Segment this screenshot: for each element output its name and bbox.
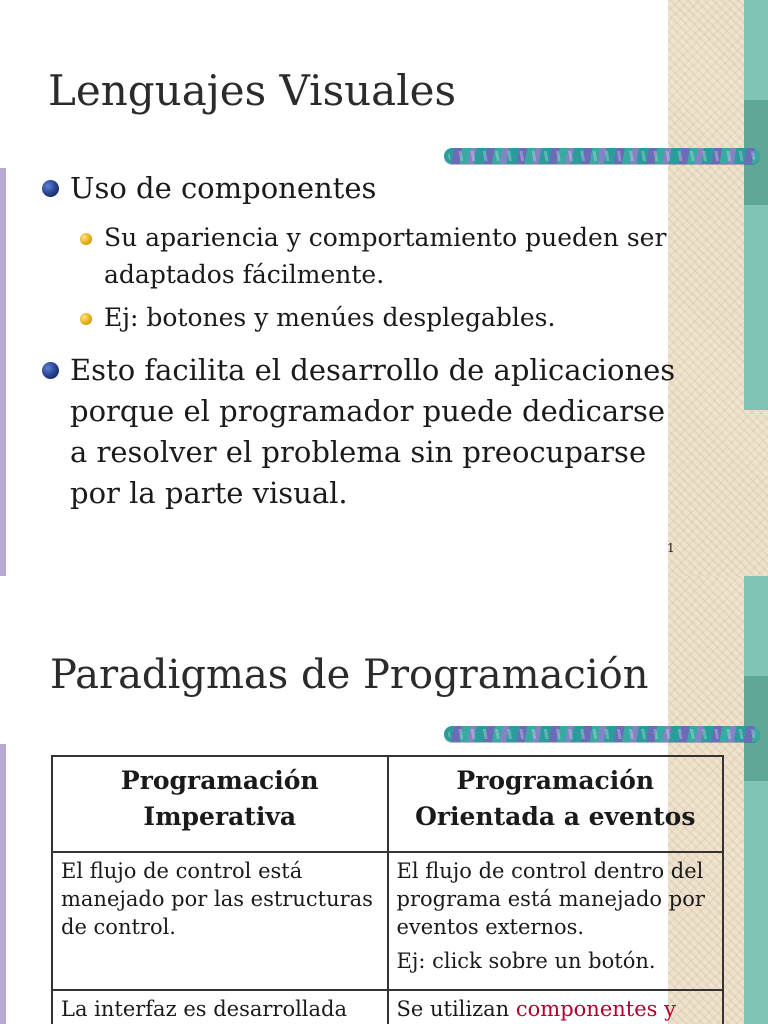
decorative-teal-block [744,0,768,100]
table-header-row [52,756,723,852]
bullet-text: Uso de componentes [70,171,377,205]
sub-bullet-text: Su apariencia y comportamiento pueden ser adaptados fácilmente. [104,223,667,289]
cell-text: El flujo de control dentro del programa está manejado por eventos externos. [396,859,705,939]
table-row [52,990,723,1024]
sub-bullet-list [42,219,682,336]
sub-bullet-dot-icon [80,233,92,245]
highlighted-text: componentes y [515,997,676,1021]
slide-title: Paradigmas de Programación [50,652,649,698]
cell-text: La interfaz es desarrollada [61,997,348,1021]
bullet-item [42,350,682,514]
table-cell [388,990,724,1024]
bullet-text: Esto facilita el desarrollo de aplicaciones porque el programador puede dedicarse a resolver el problema sin preocuparse por la parte visual. [70,353,676,510]
sub-bullet-item [42,299,682,336]
slide-title: Lenguajes Visuales [48,66,457,115]
table-row [52,852,723,990]
left-accent-bar [0,168,6,576]
decorative-teal-block [744,205,768,410]
decorative-teal-block [744,781,768,1024]
sub-bullet-text: Ej: botones y menúes desplegables. [104,303,556,332]
cell-text: Ej: click sobre un botón. [396,949,656,973]
cell-text-prefix: Se utilizan [396,997,516,1021]
comparison-table [51,755,724,1024]
decorative-wave [444,726,760,742]
table-cell [52,990,388,1024]
table-cell [388,852,724,990]
left-accent-bar [0,744,6,1024]
decorative-teal-block [744,576,768,676]
cell-text: El flujo de control está manejado por las estructuras de control. [61,859,373,939]
bullet-dot-icon [42,180,59,197]
table-header-cell: Programación Imperativa [52,756,388,852]
decorative-wave [444,148,760,164]
slide-2 [0,576,768,1024]
bullet-item [42,168,682,209]
bullet-dot-icon [42,362,59,379]
sub-bullet-item [42,219,682,293]
sub-bullet-dot-icon [80,313,92,325]
cell-text [397,995,715,1023]
bullet-list [42,168,682,524]
page-number: 1 [667,541,675,555]
table-header-cell: Programación Orientada a eventos [388,756,724,852]
table-cell [52,852,388,990]
